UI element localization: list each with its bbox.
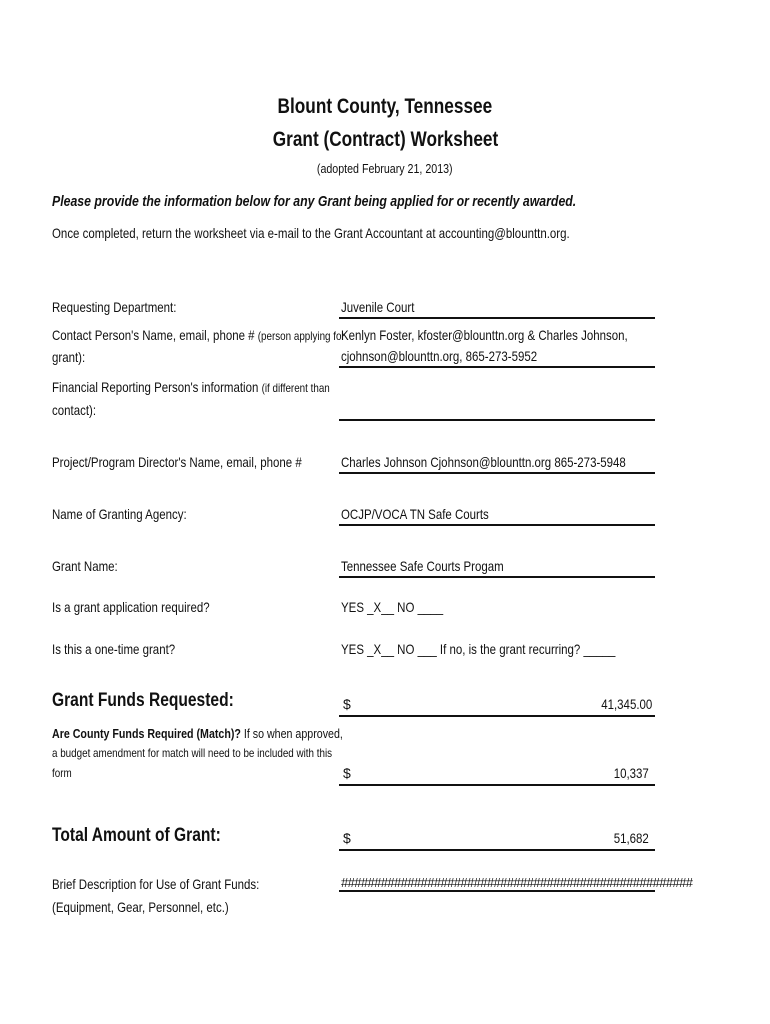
- financial-label: Financial Reporting Person's information (if different than: [52, 379, 330, 395]
- instruction-emphasis: Please provide the information below for any Grant being applied for or recently awarded.: [52, 193, 577, 210]
- total-currency: $: [343, 830, 351, 846]
- agency-line: [339, 524, 655, 526]
- application-required-label: Is a grant application required?: [52, 599, 210, 615]
- one-time-value: YES _X__ NO ___ If no, is the grant recurring? _____: [341, 641, 616, 657]
- requesting-department-line: [339, 317, 655, 319]
- description-value: #####################################################: [341, 875, 693, 890]
- match-line: [339, 784, 655, 786]
- match-label: Are County Funds Required (Match)? If so when approved,: [52, 726, 343, 741]
- funds-requested-label: Grant Funds Requested:: [52, 690, 234, 711]
- financial-label-line2: contact):: [52, 402, 97, 418]
- application-required-value: YES _X__ NO ____: [341, 599, 444, 615]
- match-amount: 10,337: [613, 765, 649, 781]
- funds-requested-line: [339, 715, 655, 717]
- director-line: [339, 472, 655, 474]
- one-time-label: Is this a one-time grant?: [52, 641, 176, 657]
- total-line: [339, 849, 655, 851]
- funds-requested-currency: $: [343, 696, 351, 712]
- description-line: [339, 890, 655, 892]
- grant-name-label: Grant Name:: [52, 558, 118, 574]
- director-label: Project/Program Director's Name, email, phone #: [52, 454, 302, 470]
- total-amount: 51,682: [613, 830, 649, 846]
- match-currency: $: [343, 765, 351, 781]
- requesting-department-label: Requesting Department:: [52, 299, 177, 315]
- requesting-department-value: Juvenile Court: [341, 299, 415, 315]
- description-label: Brief Description for Use of Grant Funds:: [52, 876, 260, 892]
- funds-requested-amount: 41,345.00: [600, 696, 652, 712]
- county-title: Blount County, Tennessee: [277, 95, 493, 118]
- description-label-line2: (Equipment, Gear, Personnel, etc.): [52, 899, 229, 915]
- grant-name-value: Tennessee Safe Courts Progam: [341, 558, 504, 574]
- match-label-line3: form: [52, 766, 72, 780]
- grant-name-line: [339, 576, 655, 578]
- total-label: Total Amount of Grant:: [52, 825, 221, 846]
- financial-line: [339, 419, 655, 421]
- agency-value: OCJP/VOCA TN Safe Courts: [341, 506, 489, 522]
- return-instruction: Once completed, return the worksheet via e-mail to the Grant Accountant at accounting@blounttn.org.: [52, 225, 570, 241]
- director-value: Charles Johnson Cjohnson@blounttn.org 865-273-5948: [341, 454, 626, 470]
- contact-value-line1: Kenlyn Foster, kfoster@blounttn.org & Charles Johnson,: [341, 327, 628, 343]
- agency-label: Name of Granting Agency:: [52, 506, 187, 522]
- contact-label-line2: grant):: [52, 349, 86, 365]
- match-label-line2: a budget amendment for match will need to be included with this: [52, 746, 333, 760]
- adopted-date: (adopted February 21, 2013): [317, 161, 453, 176]
- contact-label: Contact Person's Name, email, phone # (person applying for: [52, 327, 345, 343]
- worksheet-title: Grant (Contract) Worksheet: [272, 128, 498, 151]
- contact-line: [339, 366, 655, 368]
- contact-value-line2: cjohnson@blounttn.org, 865-273-5952: [341, 348, 538, 364]
